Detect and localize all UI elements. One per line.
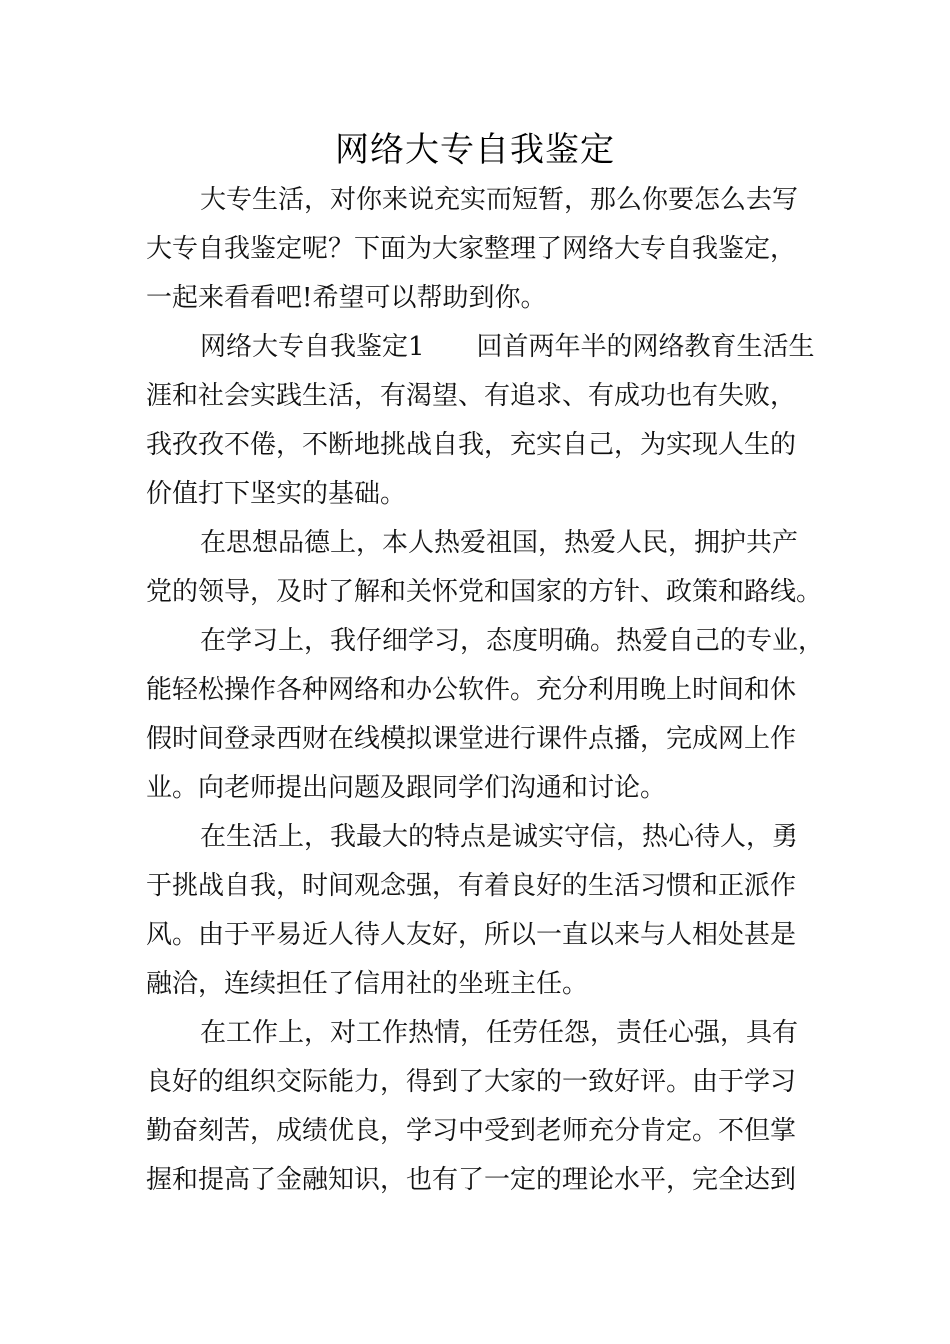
text-line: 党的领导，及时了解和关怀党和国家的方针、政策和路线。 [146, 577, 823, 607]
text-line: 业。向老师提出问题及跟同学们沟通和讨论。 [146, 773, 667, 803]
text-line: 我孜孜不倦，不断地挑战自我，充实自己，为实现人生的 [146, 430, 797, 460]
text-line: 假时间登录西财在线模拟课堂进行课件点播，完成网上作 [146, 724, 797, 754]
text-line: 良好的组织交际能力，得到了大家的一致好评。由于学习 [146, 1067, 797, 1097]
text-line: 风。由于平易近人待人友好，所以一直以来与人相处甚是 [146, 920, 797, 950]
text-line: 价值打下坚实的基础。 [146, 479, 407, 509]
document-body [146, 176, 826, 1205]
text-line: 于挑战自我，时间观念强，有着良好的生活习惯和正派作 [146, 871, 797, 901]
text-line: 能轻松操作各种网络和办公软件。充分利用晚上时间和休 [146, 675, 797, 705]
text-line: 融洽，连续担任了信用社的坐班主任。 [146, 969, 589, 999]
text-line: 在学习上，我仔细学习，态度明确。热爱自己的专业， [200, 626, 825, 656]
document-title: 网络大专自我鉴定 [335, 130, 615, 170]
text-line: 在生活上，我最大的特点是诚实守信，热心待人，勇 [200, 822, 799, 852]
text-line: 握和提高了金融知识，也有了一定的理论水平，完全达到 [146, 1165, 797, 1195]
text-line: 勤奋刻苦，成绩优良，学习中受到老师充分肯定。不但掌 [146, 1116, 797, 1146]
text-line: 一起来看看吧!希望可以帮助到你。 [146, 283, 547, 313]
text-line: 大专自我鉴定呢？下面为大家整理了网络大专自我鉴定， [146, 234, 797, 264]
text-line: 涯和社会实践生活，有渴望、有追求、有成功也有失败， [146, 381, 797, 411]
text-line: 在工作上，对工作热情，任劳任怨，责任心强，具有 [200, 1018, 799, 1048]
text-line: 在思想品德上，本人热爱祖国，热爱人民，拥护共产 [200, 528, 799, 558]
text-line: 网络大专自我鉴定1 回首两年半的网络教育生活生 [200, 332, 815, 362]
text-line: 大专生活，对你来说充实而短暂，那么你要怎么去写 [200, 185, 799, 215]
